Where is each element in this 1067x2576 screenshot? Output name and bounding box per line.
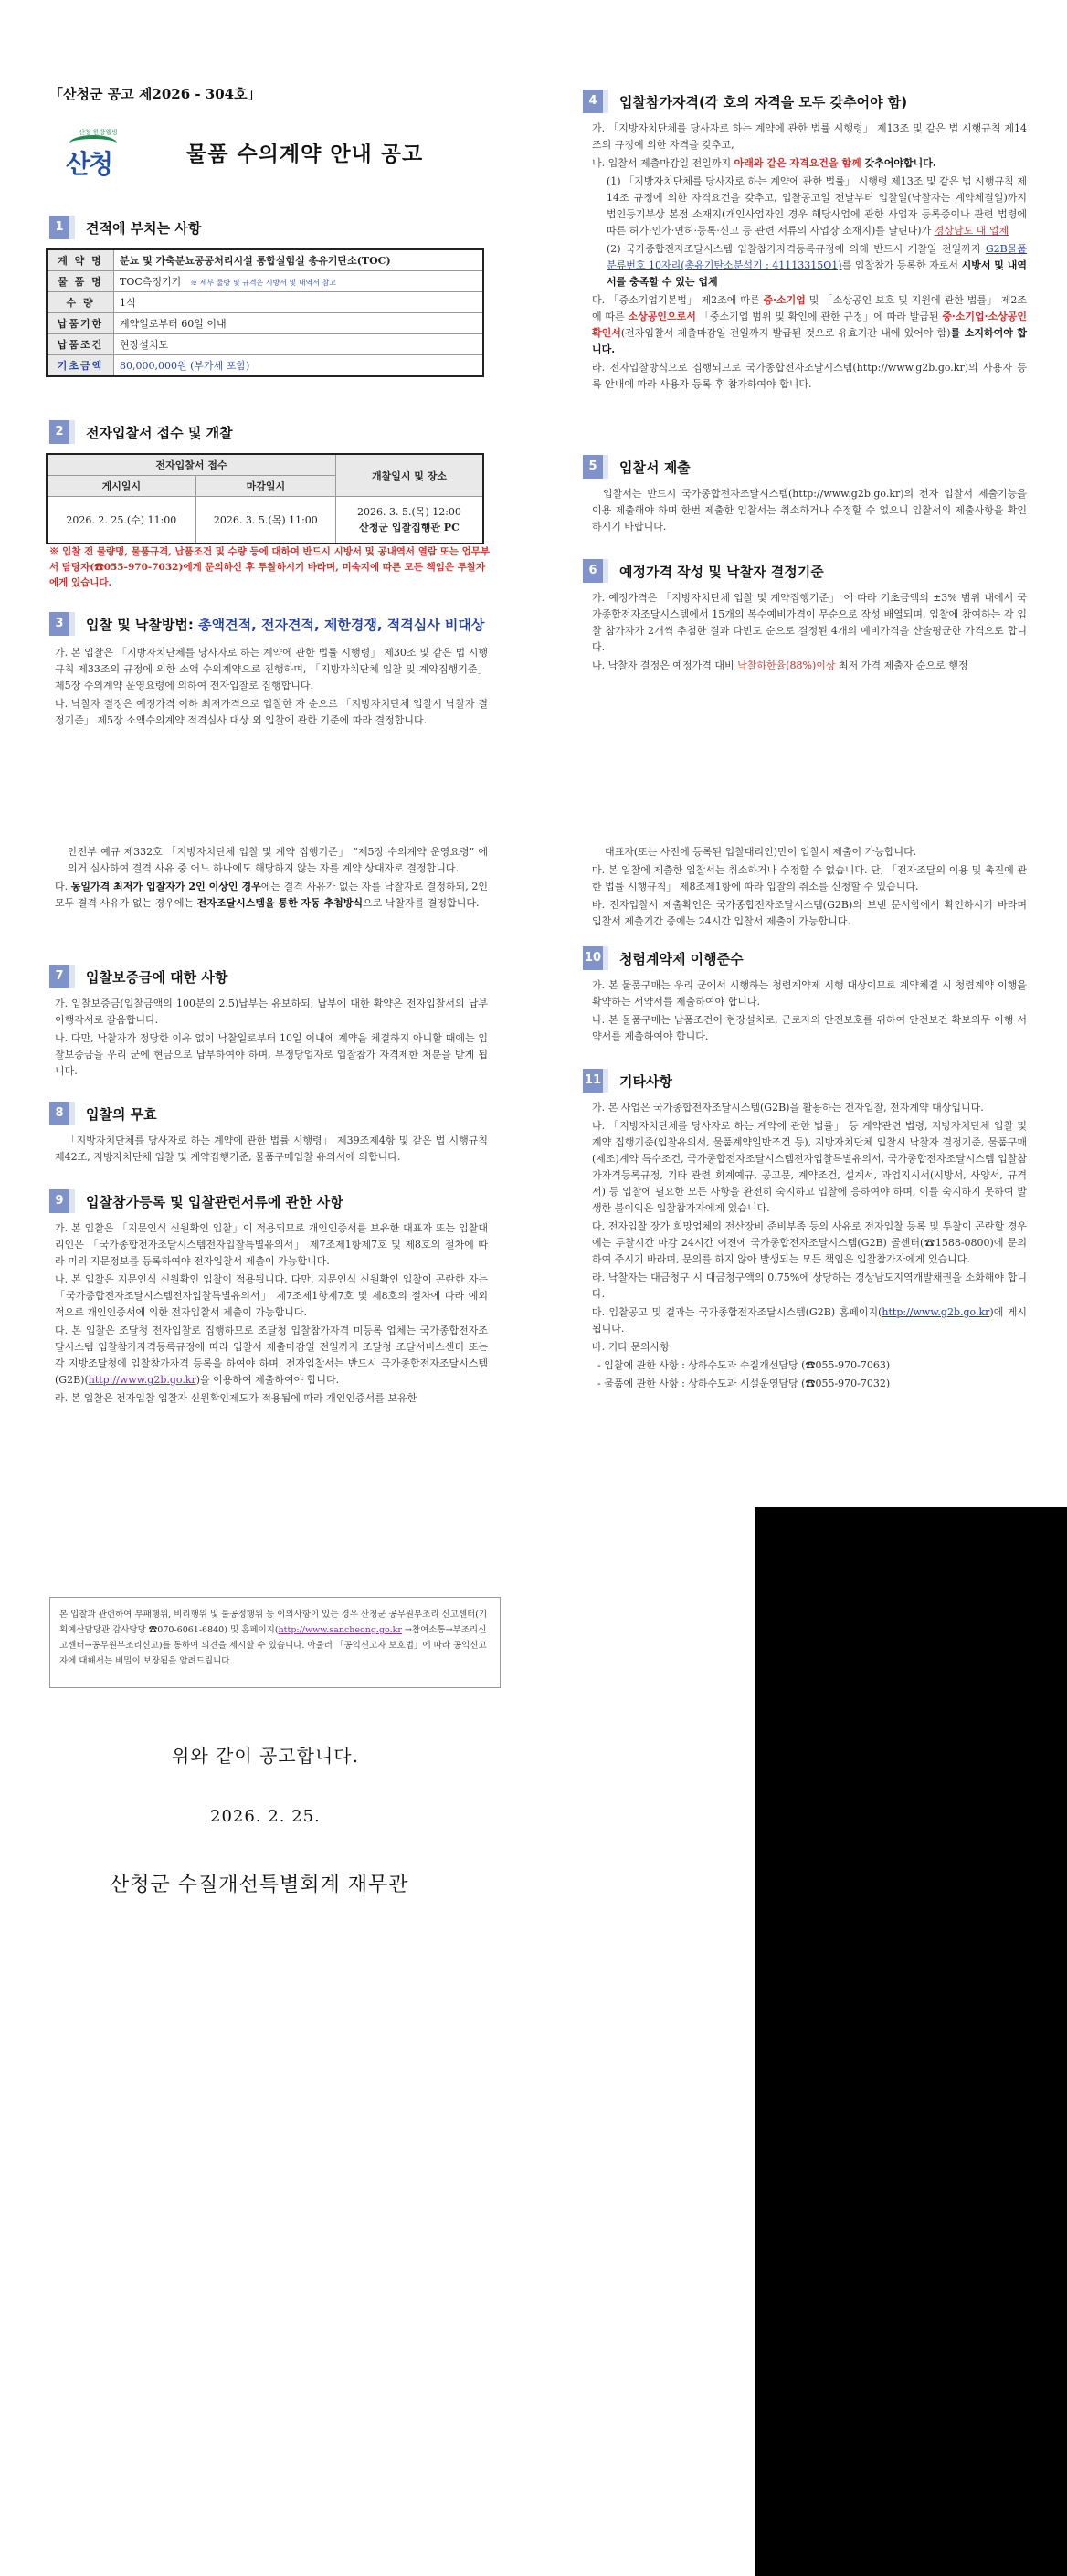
- table-row: [47, 313, 483, 334]
- section-title: 입찰참가자격(각 호의 자격을 모두 갖추어야 함): [619, 94, 908, 111]
- end-datetime: 2026. 3. 5.(목) 11:00: [195, 497, 335, 544]
- highlight: G2B물품 분류번호 10자리(총유기탄소분석기 : 41113315O1): [607, 243, 1027, 271]
- paragraph: 나. 다만, 낙찰자가 정당한 이유 없이 낙찰일로부터 10일 이내에 계약을 체결하지 아니할 때에는 입찰보증금을 우리 군에 현금으로 납부하여야 하며, 부정당업자로 입찰참가 자격제한 처분을 받게 됩니다.: [55, 1032, 488, 1077]
- corruption-report-box: [49, 1597, 501, 1688]
- section-9-body: [55, 1220, 488, 1409]
- table-row: [47, 355, 483, 377]
- issuer-name: 산청군 수질개선특별회계 재무관: [110, 1874, 409, 1896]
- row-key: 납품기한: [47, 313, 114, 334]
- logo-name: 산청: [66, 149, 112, 179]
- row-value: 분뇨 및 가축분뇨공공처리시설 통합실험실 총유기탄소(TOC): [114, 249, 484, 271]
- row-key: 계 약 명: [47, 249, 114, 271]
- section-number: 10: [583, 946, 603, 970]
- open-cell: [336, 497, 484, 544]
- contact-line: - 물품에 관한 사항 : 상하수도과 시설운영담당 (☎055-970-7032): [597, 1378, 891, 1389]
- report-text: →참여소통→부조리신고센터→공무원부조리신고)를 통하여 의견을 제시할 수 있습니다. 아울러 「공익신고자 보호법」에 따라 공익신고자에 대해서는 비밀이 보장됨을 알려드립니다.: [59, 1625, 487, 1666]
- paragraph: 나. 본 입찰은 지문인식 신원확인 입찰이 적용됩니다. 다만, 지문인식 신원확인 입찰이 곤란한 자는 「국가종합전자조달시스템전자입찰특별유의서」 제7조제1항제7호 및 제8호의 절차에 따라 예외적으로 개인인증서에 의한 전자입찰서 제출이 가능합니다.: [55, 1273, 488, 1318]
- paragraph: 가. 본 물품구매는 우리 군에서 시행하는 청렴계약제 시행 대상이므로 계약체결 시 청렴계약 이행을 확약하는 서약서를 제출하여야 합니다.: [592, 979, 1027, 1008]
- paragraph: 라. 낙찰자는 대금청구 시 대금청구액의 0.75%에 상당하는 경상남도지역개발채권을 소화해야 합니다.: [592, 1272, 1027, 1300]
- row-key: 기초금액: [47, 355, 114, 377]
- section-title: 입찰보증금에 대한 사항: [86, 969, 228, 986]
- paragraph: 나. 낙찰자 결정은 예정가격 대비 낙찰하한율(88%)이상 최저 가격 제출자 순으로 행정: [592, 660, 968, 671]
- paragraph: 마. 입찰공고 및 결과는 국가종합전자조달시스템(G2B) 홈페이지(http://www.g2b.go.kr)에 게시됩니다.: [592, 1306, 1028, 1335]
- paragraph: 마. 본 입찰에 제출한 입찰서는 취소하거나 수정할 수 없습니다. 단, 「전자조달의 이용 및 촉진에 관한 법률 시행규칙」 제8조제1항에 따라 입찰의 취소를 신청할 수 있습니다.: [592, 864, 1027, 892]
- section-6-body: [592, 590, 1027, 676]
- section-4-body: [592, 121, 1027, 395]
- section-title-prefix: 입찰 및 낙찰방법:: [86, 617, 199, 633]
- paragraph: (1) 「지방자치단체를 당사자로 하는 계약에 관한 법률」 시행령 제13조 및 같은 법 시행규칙 제14조 규정에 의한 자격요건을 갖추고, 입찰공고일 전날부터 입찰일(낙찰자는 계약체결일)까지 법인등기부상 본점 소재지(개인사업자인 경우 해당사업에 관한 사업자 등록증이나 관련 법령에 따른 허가·인가·면허·등록·신고 등 관련 서류의 사업장 소재지)를 달린다)가 경상남도 내 업체: [607, 175, 1027, 237]
- section-title: [86, 615, 484, 634]
- section-number: 5: [583, 455, 603, 479]
- section-number: 3: [49, 612, 69, 636]
- section-9-continued: [592, 844, 1027, 932]
- row-value: 현장설치도: [114, 334, 484, 355]
- table-row: [47, 249, 483, 271]
- paragraph: 라. 전자입찰방식으로 집행되므로 국가종합전자조달시스템(http://www.g2b.go.kr)의 사용자 등록 안내에 따라 사용자 등록 후 참가하여야 합니다.: [592, 362, 1027, 390]
- section-number: 7: [49, 965, 69, 988]
- paragraph: 나. 입찰서 제출마감일 전일까지 아래와 같은 자격요건을 함께 갖추어야합니다.: [592, 157, 936, 169]
- section-title: 입찰의 무효: [86, 1106, 157, 1123]
- section-3-body: [55, 645, 488, 731]
- row-value: 1식: [114, 292, 484, 313]
- paragraph: 다. 「중소기업기본법」 제2조에 따른 중·소기업 및 「소상공인 보호 및 지원에 관한 법률」 제2조에 따른 소상공인으로서 「중소기업 범위 및 확인에 관한 규정」에 따라 발급된 중·소기업·소상공인 확인서(전자입찰서 제출마감일 전일까지 발급된 것으로 유효기간 내에 있어야 함)를 소지하여야 합니다.: [592, 294, 1027, 355]
- section-title: 예정가격 작성 및 낙찰자 결정기준: [619, 564, 824, 580]
- section-6-continued: [55, 844, 488, 913]
- notice-number: 「산청군 공고 제2026 - 304호」: [49, 86, 261, 102]
- section-title-highlight: 총액견적, 전자견적, 제한경쟁, 적격심사 비대상: [198, 617, 485, 633]
- contract-info-table: [46, 248, 484, 377]
- paragraph: 가. 입찰보증금(입찰금액의 100분의 2.5)납부는 유보하되, 납부에 대한 확약은 전자입찰서의 납부이행각서로 갈음합니다.: [55, 998, 488, 1026]
- paragraph: 「지방자치단체를 당사자로 하는 계약에 관한 법률 시행령」 제39조제4항 및 같은 법 시행규칙 제42조, 지방자치단체 입찰 및 계약집행기준, 물품구매입찰 유의서에 의합니다.: [55, 1135, 488, 1163]
- section-title: 입찰서 제출: [619, 459, 691, 476]
- paragraph: 안전부 예규 제332호 「지방자치단체 입찰 및 계약 집행기준」 “제5장 수의계약 운영요령” 에 의거 심사하여 결격 사유 중 어느 하나에도 해당하지 않는 자를 계약 상대자로 결정합니다.: [68, 846, 488, 874]
- section-number: 8: [49, 1102, 69, 1125]
- header-group: 전자입찰서 접수: [47, 454, 336, 476]
- notice-date: 2026. 2. 25.: [210, 1807, 321, 1826]
- row-key: 물 품 명: [47, 271, 114, 292]
- table-row: [47, 334, 483, 355]
- contact-line: - 입찰에 관한 사항 : 상하수도과 수질개선담당 (☎055-970-7063): [597, 1359, 891, 1371]
- header-end: 마감일시: [195, 476, 335, 497]
- schedule-table: [46, 453, 484, 544]
- logo-sub: 산청 한방웰빙: [79, 129, 118, 136]
- row-value: TOC측정기기: [120, 276, 182, 288]
- open-place: 산청군 입찰집행관 PC: [359, 522, 460, 533]
- closing-statement: 위와 같이 공고합니다.: [172, 1745, 359, 1767]
- paragraph: 가. 본 입찰은 「지방자치단체를 당사자로 하는 계약에 관한 법률 시행령」 제30조 및 같은 법 시행규칙 제33조의 규정에 의한 소액 수의계약으로 진행하며, 「지방자치단체 입찰 및 계약집행기준」 제5장 수의계약 운영요령에 의하여 전자입찰로 집행합니다.: [55, 647, 488, 692]
- section-5-body: [592, 486, 1027, 537]
- table-row: [47, 454, 483, 476]
- section-title: 견적에 부치는 사항: [86, 220, 202, 237]
- highlight: 아래와 같은 자격요건을 함께: [734, 157, 861, 169]
- section-title: 청렴계약제 이행준수: [619, 951, 744, 967]
- section-11-body: [592, 1100, 1027, 1394]
- g2b-link[interactable]: http://www.g2b.go.kr: [88, 1374, 196, 1386]
- header-start: 게시일시: [47, 476, 195, 497]
- paragraph: (2) 국가종합전자조달시스템 입찰참가자격등록규정에 의해 반드시 개찰일 전일까지 G2B물품 분류번호 10자리(총유기탄소분석기 : 41113315O1)를 입찰참가 등록한 자로서 시방서 및 내역서를 충족할 수 있는 업체: [607, 243, 1028, 288]
- table-row: [47, 497, 483, 544]
- paragraph: 가. 예정가격은 「지방자치단체 입찰 및 계약집행기준」 에 따라 기초금액의 ±3% 범위 내에서 국가종합전자조달시스템에서 15개의 복수예비가격이 무순으로 작성 배열되며, 입찰에 참여하는 각 입찰 참가자가 2개씩 추첨한 결과 다빈도 순으로 결정된 4개의 예비가격을 산술평균한 가격으로 합니다.: [592, 592, 1027, 653]
- paragraph: 바. 전자입찰서 제출확인은 국가종합전자조달시스템(G2B)의 보낸 문서함에서 확인하시기 바라며 입찰서 제출기간 중에는 24시간 입찰서 제출이 가능합니다.: [592, 899, 1027, 927]
- table-row: [47, 292, 483, 313]
- section-number: 1: [49, 216, 69, 239]
- page-title: 물품 수의계약 안내 공고: [186, 143, 424, 166]
- section-number: 2: [49, 420, 69, 444]
- header-open: 개찰일시 및 장소: [336, 454, 484, 497]
- paragraph: 가. 본 입찰은 「지문인식 신원확인 입찰」이 적용되므로 개인인증서를 보유한 대표자 또는 입찰대리인은 「국가종합전자조달시스템전자입찰특별유의서」 제7조제1항제7호 및 제8호의 절차에 따라 미리 지문정보를 등록하여야 전자입찰서 제출이 가능합니다.: [55, 1222, 488, 1267]
- report-text: 본 입찰과 관련하여 부패행위, 비리행위 및 불공정행위 등 이의사항이 있는 경우 산청군 공무원부조리 신고센터(기획예산담당관 감사담당 ☎070-6061-6840) 및 홈페이지(: [59, 1610, 488, 1635]
- section-10-body: [592, 977, 1027, 1047]
- paragraph: 바. 기타 문의사항: [592, 1341, 670, 1353]
- paragraph: 나. 본 물품구매는 납품조건이 현장설치로, 근로자의 안전보호를 위하여 안전보건 확보의무 이행 서약서를 제출하여야 합니다.: [592, 1014, 1027, 1042]
- section-title: 입찰참가등록 및 입찰관련서류에 관한 사항: [86, 1194, 343, 1210]
- row-value: 계약일로부터 60일 이내: [114, 313, 484, 334]
- paragraph: 라. 본 입찰은 전자입찰 입찰자 신원확인제도가 적용됨에 따라 개인인증서를 보유한: [55, 1392, 417, 1404]
- paragraph: 다. 전자입찰 장가 희망업체의 전산장비 준비부족 등의 사유로 전자입찰 등록 및 투찰이 곤란할 경우에는 투찰시간 마감 24시간 이전에 국가종합전자조달시스템(G2B) 콜센터(☎1588-0800)에 문의하여 주시기 바라며, 문의를 하지 않아 발생되는 모든 책임은 입찰참가자에게 있습니다.: [592, 1220, 1027, 1265]
- warning-note: ※ 입찰 전 물량명, 물품규격, 납품조건 및 수량 등에 대하여 반드시 시방서 및 공내역서 열람 또는 업무부서 담당자(☎055-970-7032)에게 문의하신 후 투찰하시기 바라며, 미숙지에 따른 모든 책임은 투찰자에게 있습니다.: [49, 546, 491, 588]
- paragraph: 나. 「지방자치단체를 당사자로 하는 계약에 관한 법률」 등 계약관련 법령, 지방자치단체 입찰 및 계약 집행기준(입찰유의서, 물품계약일반조건 등), 지방자치단체 입찰시 낙찰자 결정기준, 물품구매(제조)계약 특수조건, 국가종합전자조달시스템전자입찰특별유의서, 국가종합전자조달시스템 입찰참가자격등록규정, 기타 관련 회계예규, 공고문, 계약조건, 설계서, 과업지시서(시방서, 사양서, 규격서) 등 입찰에 필요한 모든 사항을 완전히 숙지하고 입찰에 응하여야 하며, 이를 숙지하지 못하여 발생한 불이익은 입찰참가자에게 있습니다.: [592, 1120, 1027, 1214]
- black-bar-right-upper: [755, 1507, 1067, 2174]
- open-datetime: 2026. 3. 5.(목) 12:00: [357, 506, 461, 518]
- g2b-link[interactable]: http://www.g2b.go.kr: [882, 1306, 990, 1318]
- paragraph: 가. 본 사업은 국가종합전자조달시스템(G2B)을 활용하는 전자입찰, 전자계약 대상입니다.: [592, 1102, 984, 1114]
- paragraph: 입찰서는 반드시 국가종합전자조달시스템(http://www.g2b.go.kr)의 전자 입찰서 제출기능을 이용 제출해야 하며 한번 제출한 입찰서는 취소하거나 수정할 수 없으니 입찰서의 제출사항을 확인하시기 바랍니다.: [592, 488, 1027, 533]
- row-value-cell: [114, 271, 484, 292]
- section-number: 9: [49, 1189, 69, 1213]
- row-key: 수 량: [47, 292, 114, 313]
- row-value: 80,000,000원 (부가세 포함): [114, 355, 484, 377]
- section-7-body: [55, 996, 488, 1082]
- black-bar-right-lower: [755, 2174, 1067, 2576]
- highlight: 낙찰하한율(88%)이상: [737, 660, 836, 671]
- section-title: 전자입찰서 접수 및 개찰: [86, 425, 233, 441]
- county-homepage-link[interactable]: http://www.sancheong.go.kr: [278, 1625, 402, 1635]
- section-number: 11: [583, 1069, 603, 1093]
- start-datetime: 2026. 2. 25.(수) 11:00: [47, 497, 195, 544]
- paragraph: 나. 낙찰자 결정은 예정가격 이하 최저가격으로 입찰한 자 순으로 「지방자치단체 입찰시 낙찰자 결정기준」 제5장 소액수의계약 적격심사 대상 외 입찰에 관한 기준에 따라 결정합니다.: [55, 698, 488, 726]
- paragraph: 가. 「지방자치단체를 당사자로 하는 계약에 관한 법률 시행령」 제13조 및 같은 법 시행규칙 제14조의 규정에 의한 자격을 갖추고,: [592, 122, 1027, 151]
- section-number: 4: [583, 90, 603, 113]
- paragraph: 다. 동일가격 최저가 입찰자가 2인 이상인 경우에는 결격 사유가 없는 자를 낙찰자로 결정하되, 2인 모두 결격 사유가 없는 경우에는 전자조달시스템을 통한 자동 추첨방식으로 낙찰자를 결정합니다.: [55, 881, 488, 909]
- table-row: [47, 271, 483, 292]
- paragraph: 대표자(또는 사전에 등록된 입찰대리인)만이 입찰서 제출이 가능합니다.: [605, 846, 917, 858]
- county-logo: [64, 129, 122, 179]
- section-number: 6: [583, 559, 603, 583]
- section-title: 기타사항: [619, 1073, 672, 1090]
- highlight: 경상남도 내 업체: [934, 225, 1009, 237]
- row-key: 납품조건: [47, 334, 114, 355]
- paragraph: 다. 본 입찰은 조달청 전자입찰로 집행하므로 조달청 입찰참가자격 미등록 업체는 국가종합전자조달시스템 입찰참가자격등록규정에 따라 입찰서 제출마감일 전일까지 조달청 조달서비스센터 또는 각 지방조달청에 입찰참가자격 등록을 하여야 하며, 전자입찰서는 반드시 국가종합전자조달시스템(G2B)(http://www.g2b.go.kr)을 이용하여 제출하여야 합니다.: [55, 1325, 488, 1386]
- section-8-body: [55, 1133, 488, 1167]
- row-note: ※ 세부 물량 및 규격은 시방서 및 내역서 참고: [190, 279, 336, 287]
